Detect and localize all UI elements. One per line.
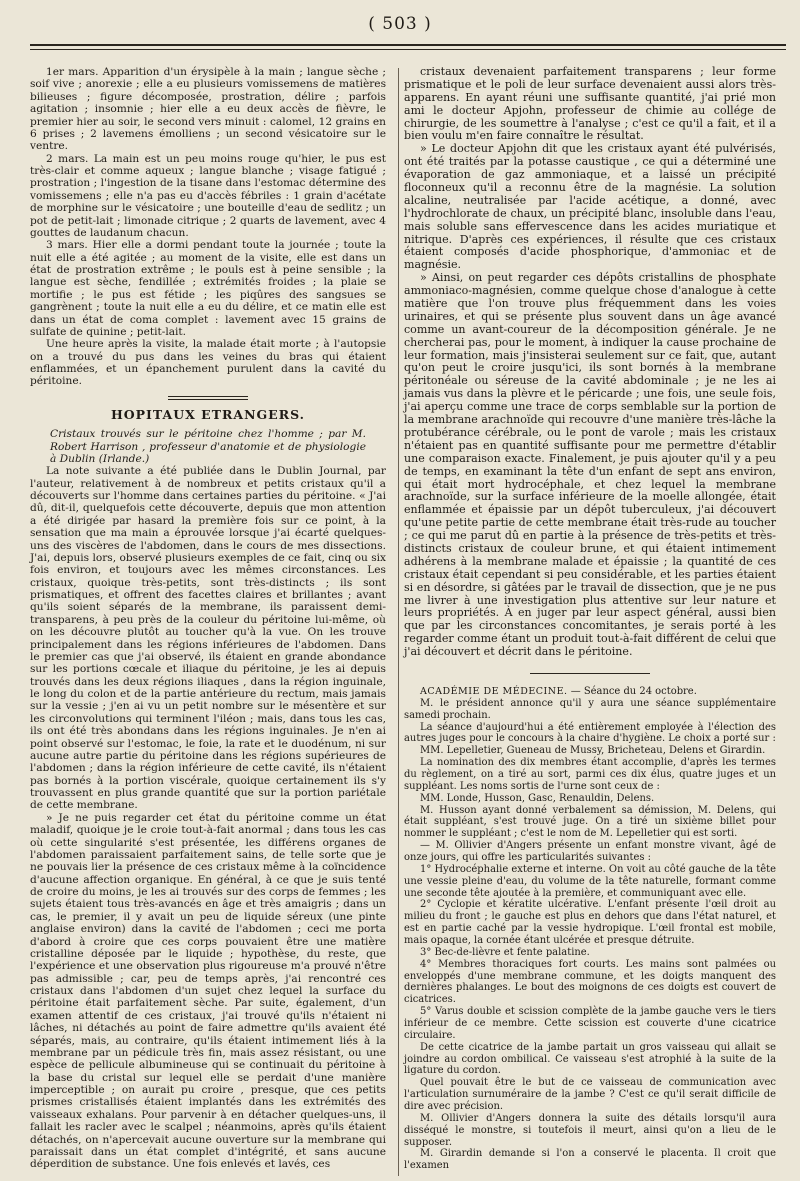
- top-rule: [30, 44, 786, 46]
- proceedings-item: MM. Lepelletier, Gueneau de Mussy, Bricheteau, Delens et Girardin.: [420, 745, 766, 757]
- proceedings-item: La séance d'aujourd'hui a été entièrement employée à l'élection des autres juges pour le concours à la chaire d'hygiène. Le choix a porté sur :: [404, 721, 776, 745]
- proceedings-item: M. Girardin demande si l'on a conservé le placenta. Il croit que l'examen: [404, 1148, 776, 1172]
- article-paragraph: » Je ne puis regarder cet état du péritoine comme un état maladif, quoique je le croie tout-à-fait anormal ; dans tous les cas où cette singularité s'est présentée, les différens organes de l'abdomen paraissaient parfaitement sains, de telle sorte que je ne pouvais lier la présence de ces cristaux même à la coïncidence d'aucune affection organique. En général, à ce que je suis tenté de croire du moins, je les ai trouvés sur des corps de femmes ; les sujets étaient tous très-avancés en âge et très amaigris ; dans un cas, le premier, il y avait un peu de liquide séreux (une pinte anglaise environ) dans la cavité de l'abdomen ; ceci me porta d'abord à croire que ces corps pouvaient être une matière cristalline déposée par le liquide ; hypothèse, du reste, que l'expérience et une observation plus rigoureuse m'a prouvé n'être pas admissible ; car, peu de temps après, j'ai rencontré ces cristaux dans l'abdomen d'un sujet chez lequel la surface du péritoine était parfaitement sèche. Par suite, également, d'un examen attentif de ces cristaux, j'ai trouvé qu'ils n'étaient ni lâches, ni détachés au point de faire admettre qu'ils avaient été séparés, mais, au contraire, qu'ils étaient intimement liés à la membrane par un pédicule très fin, mais assez résistant, ou une espèce de pellicule albumineuse qui se continuait du péritoine à la base du cristal sur lequel elle se perdait d'une manière imperceptible ; on aurait pu croire , presque, que ces petits prismes cristallisés étaient implantés dans les extrémités des vaisseaux exhalans. Pour parvenir à en détacher quelques-uns, il fallait les racler avec le scalpel ; néanmoins, après qu'ils étaient détachés, on n'apercevait aucune ouverture sur la membrane qui paraissait dans un état complet d'intégrité, et sans aucune déperdition de substance. Une fois enlevés et lavés, ces: [30, 811, 386, 1171]
- case-day-1: 1er mars. Apparition d'un érysipèle à la main ; langue sèche ; soif vive ; anorexie ; elle a eu plusieurs vomissemens de matières bilieuses ; figure décomposée, prostration, délire ; parfois agitation ; insomnie ; hier elle a eu deux accès de fièvre, le premier hier au soir, le second vers minuit : calomel, 12 grains en 6 prises ; 2 lavemens émolliens ; un second vésicatoire sur le ventre.: [30, 66, 386, 153]
- proceedings-item: La nomination des dix membres étant accomplie, d'après les termes du règlement, on a tiré au sort, parmi ces dix élus, quatre juges et un suppléant. Les noms sortis de l'urne sont ceux de :: [404, 757, 776, 792]
- proceedings-item: 4° Membres thoraciques fort courts. Les mains sont palmées ou enveloppés d'une membrane commune, et les doigts manquent des dernières phalanges. Le bout des moignons de ces doigts est couvert de cicatrices.: [404, 958, 776, 1006]
- academie-date: — Séance du 24 octobre.: [570, 685, 697, 697]
- proceedings-item: M. le président annonce qu'il y aura une séance supplémentaire samedi prochain.: [404, 697, 776, 721]
- article-paragraph: La note suivante a été publiée dans le Dublin Journal, par l'auteur, relativement à de nombreux et petits cristaux qu'il a découverts sur l'homme dans certaines parties du péritoine. « J'ai dû, dit-il, quelquefois cette découverte, depuis que mon attention a été dirigée par hasard la première fois sur ce point, à la sensation que ma main a éprouvée lorsque j'ai écarté quelques-uns des viscères de l'abdomen, dans le cours de mes dissections. J'ai, depuis lors, observé plusieurs exemples de ce fait, cinq ou six fois environ, et toujours avec les mêmes circonstances. Les cristaux, quoique très-petits, sont très-distincts ; ils sont prismatiques, et offrent des facettes claires et brillantes ; avant qu'ils soient séparés de la membrane, ils paraissent demi-transparens, à peu près de la couleur du péritoine lui-même, où on les découvre plutôt au toucher qu'à la vue. On les trouve principalement dans les régions inférieures de l'abdomen. Dans le premier cas que j'ai observé, ils étaient en grande abondance sur les portions cœcale et iliaque du péritoine, je les ai depuis trouvés dans les deux régions iliaques , dans la région inguinale, le long du colon et de la partie antérieure du rectum, mais jamais sur la vessie ; j'en ai vu un petit nombre sur le mésentère et sur les circonvolutions qui terminent l'iléon ; mais, dans tous les cas, ils ont été très abondans dans les régions inguinales. Je n'en ai point observé sur l'estomac, le foie, la rate et le duodénum, ni sur aucune autre partie du péritoine dans les régions supérieures de l'abdomen ; dans la région inférieure de cette cavité, ils n'étaient pas bornés à la portion viscérale, quoique certainement ils s'y trouvassent en plus grande quantité que sur la portion pariétale de cette membrane.: [30, 465, 386, 812]
- proceedings-item: De cette cicatrice de la jambe partait un gros vaisseau qui allait se joindre au cordon ombilical. Ce vaisseau s'est atrophié à la suite de la ligature du cordon.: [404, 1041, 776, 1077]
- case-day-3: 3 mars. Hier elle a dormi pendant toute la journée ; toute la nuit elle a été agitée ; au moment de la visite, elle est dans un état de prostration extrême ; le pouls est à peine sensible ; la langue est sèche, fendillée ; extrémités froides ; la plaie se mortifie ; le pus est fétide ; les piqûres des sangsues se gangrènent ; toute la nuit elle a eu du délire, et ce matin elle est dans un état de coma complet : lavement avec 15 grains de sulfate de quinine ; petit-lait.: [30, 239, 386, 338]
- article-continuation: cristaux devenaient parfaitement transparens ; leur forme prismatique et le poli de leur surface devenaient aussi alors très-apparens. En ayant réuni une suffisante quantité, j'ai prié mon ami le docteur Apjohn, professeur de chimie au collége de chirurgie, de les soumettre à l'analyse ; c'est ce qu'il a fait, et il a bien voulu m'en faire connaître le résultat.: [404, 65, 776, 143]
- article-paragraph: » Ainsi, on peut regarder ces dépôts cristallins de phosphate ammoniaco-magnésien, comme quelque chose d'analogue à cette matière que l'on trouve plus fréquemment dans les voies urinaires, et qui se présente plus souvent dans un âge avancé comme un avant-coureur de la décomposition générale. Je ne chercherai pas, pour le moment, à indiquer la cause prochaine de leur formation, mais j'insisterai seulement sur ce fait, que, autant qu'on peut le croire jusqu'ici, ils sont bornés à la membrane péritonéale ou séreuse de la cavité abdominale ; je ne les ai jamais vus dans la plèvre et le péricarde ; une fois, une seule fois, j'ai aperçu comme une trace de corps semblable sur la portion de la membrane arachnoïde qui recouvre d'une manière très-lâche la protubérance cérébrale, ou le pont de varole ; mais les cristaux n'étaient pas en quantité suffisante pour me permettre d'établir une comparaison exacte. Finalement, je puis ajouter qu'il y a peu de temps, en examinant la tête d'un enfant de sept ans environ, qui était mort hydrocéphale, et chez lequel la membrane arachnoïde, sur la surface inférieure de la moelle allongée, était enflammée et épaissie par un dépôt tuberculeux, j'ai découvert qu'une petite partie de cette membrane était très-rude au toucher ; ce qui me parut dû en partie à la présence de très-petits et très-distincts cristaux de couleur brune, et qui étaient intimement adhérens à la membrane malade et épaissie ; la quantité de ces cristaux était cependant si peu considérable, et les parties étaient si en désordre, si gâtées par le travail de dissection, que je ne pus me livrer à une investigation plus attentive sur leur nature et leurs propriétés. À en juger par leur aspect général, aussi bien que par les circonstances concomitantes, je serais porté à les regarder comme étant un produit tout-à-fait différent de celui que j'ai découvert et décrit dans le péritoine.: [404, 271, 776, 659]
- section-subtitle: Cristaux trouvés sur le péritoine chez l'homme ; par M. Robert Harrison , professeur d'anatomie et de physiologie à Dublin (Irlande.): [50, 428, 366, 465]
- article-separator: [530, 673, 650, 674]
- proceedings: [404, 698, 776, 1172]
- top-rule-thin: [30, 49, 786, 50]
- academie-label: ACADÉMIE DE MÉDECINE.: [420, 685, 568, 697]
- left-column: [30, 66, 386, 1171]
- proceedings-item: MM. Londe, Husson, Gasc, Renauldin, Delens.: [420, 792, 655, 804]
- academie-heading: [404, 686, 776, 698]
- article-paragraph: » Le docteur Apjohn dit que les cristaux ayant été pulvérisés, ont été traités par la potasse caustique , ce qui a déterminé une évaporation de gaz ammoniaque, et a laissé un précipité floconneux qu'il a reconnu être de la magnésie. La solution alcaline, neutralisée par l'acide acétique, a donné, avec l'hydrochlorate de chaux, un précipité blanc, insoluble dans l'eau, mais soluble sans effervescence dans les acides muriatique et nitrique. D'après ces expériences, il résulte que ces cristaux étaient composés d'acide phosphorique, d'ammoniac et de magnésie.: [404, 142, 776, 272]
- proceedings-item: 1° Hydrocéphalie externe et interne. On voit au côté gauche de la tête une vessie pleine d'eau, du volume de la tête naturelle, formant comme une seconde tête ajoutée à la première, et communiquant avec elle.: [404, 863, 776, 899]
- section-separator: [168, 396, 248, 400]
- proceedings-item: M. Ollivier d'Angers donnera la suite des détails lorsqu'il aura disséqué le monstre, si toutefois il meurt, ainsi qu'on a lieu de le supposer.: [404, 1112, 776, 1148]
- column-divider: [398, 68, 399, 1176]
- right-column: [404, 66, 776, 1172]
- proceedings-item: 2° Cyclopie et kératite ulcérative. L'enfant présente l'œil droit au milieu du front ; le gauche est plus en dehors que dans l'état naturel, et est en partie caché par la vessie hydropique. L'œil frontal est mobile, mais opaque, la cornée étant ulcérée et presque détruite.: [404, 899, 776, 947]
- case-day-2: 2 mars. La main est un peu moins rouge qu'hier, le pus est très-clair et comme aqueux ; langue blanche ; visage fatigué ; prostration ; l'ingestion de la tisane dans l'estomac détermine des vomissemens ; elle n'a pas eu d'accès fébriles : 1 grain d'acétate de morphine sur le vésicatoire ; une bouteille d'eau de sedlitz ; un pot de petit-lait ; limonade citrique ; 2 quarts de lavement, avec 4 gouttes de laudanum chacun.: [30, 152, 386, 239]
- page-number: ( 503 ): [368, 14, 432, 34]
- proceedings-item: M. Husson ayant donné verbalement sa démission, M. Delens, qui était suppléant, s'est trouvé juge. On a tiré un sixième billet pour nommer le suppléant ; c'est le nom de M. Lepelletier qui est sorti.: [404, 804, 776, 840]
- proceedings-item: — M. Ollivier d'Angers présente un enfant monstre vivant, âgé de onze jours, qui offre les particularités suivantes :: [404, 840, 776, 863]
- proceedings-item: 5° Varus double et scission complète de la jambe gauche vers le tiers inférieur de ce membre. Cette scission est couverte d'une cicatrice circulaire.: [404, 1006, 776, 1041]
- proceedings-item: 3° Bec-de-lièvre et fente palatine.: [420, 946, 590, 958]
- proceedings-item: Quel pouvait être le but de ce vaisseau de communication avec l'articulation surnuméraire de la jambe ? C'est ce qu'il serait difficile de dire avec précision.: [404, 1077, 776, 1113]
- section-title: HOPITAUX ETRANGERS.: [110, 406, 306, 422]
- case-conclusion: Une heure après la visite, la malade était morte ; à l'autopsie on a trouvé du pus dans les veines du bras qui étaient enflammées, et un épanchement purulent dans la cavité du péritoine.: [30, 338, 386, 388]
